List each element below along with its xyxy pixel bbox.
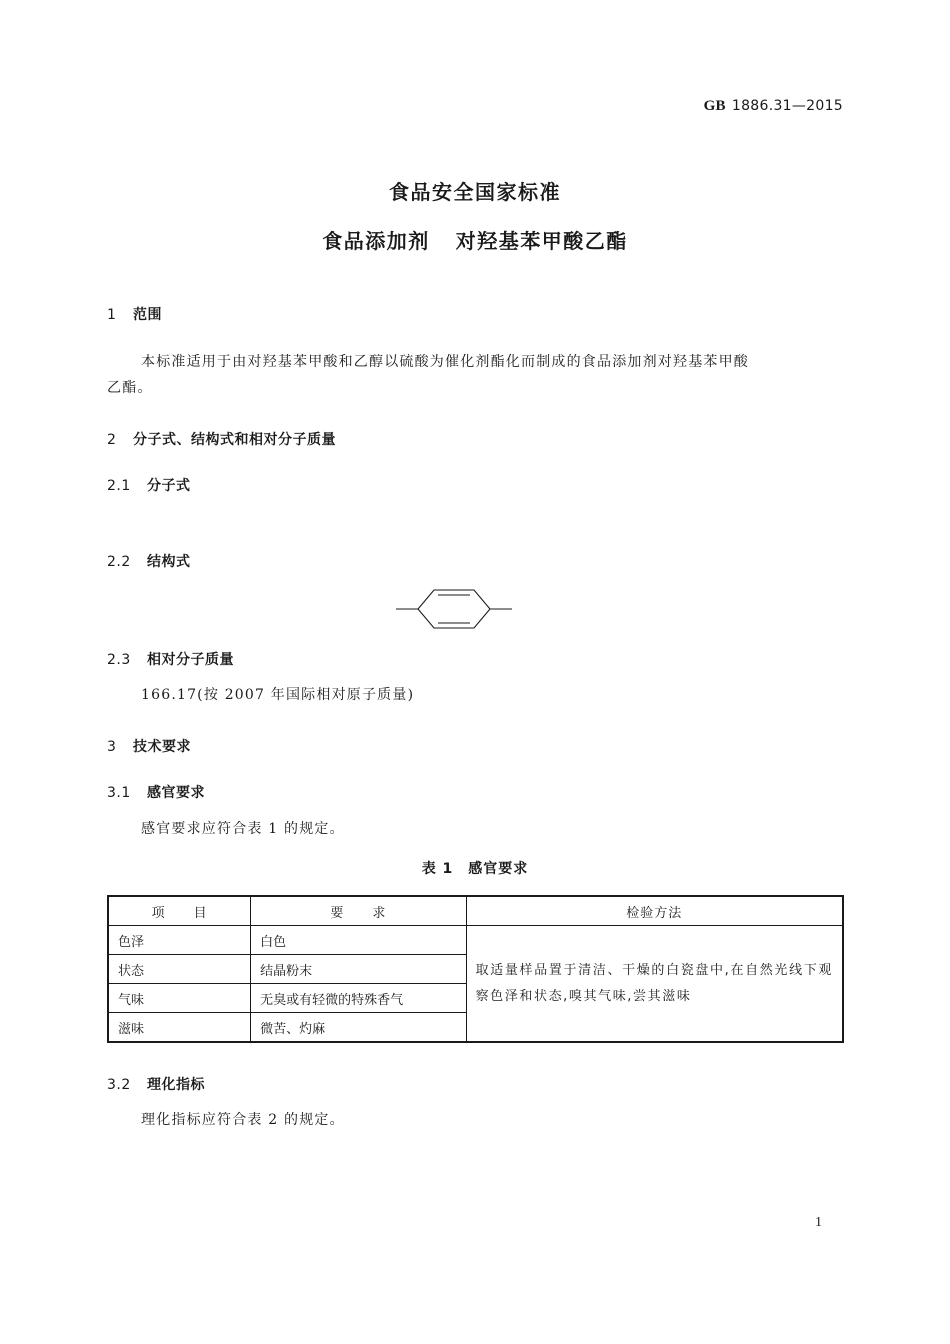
sensory-intro: 感官要求应符合表 1 的规定。 xyxy=(141,821,345,837)
section-title: 范围 xyxy=(133,307,162,323)
section-number: 2.1 xyxy=(107,478,131,494)
section-number: 2 xyxy=(107,432,117,448)
subtitle-part1: 食品添加剂 xyxy=(322,229,430,253)
section-number: 2.3 xyxy=(107,652,131,668)
document-title: 食品安全国家标准 xyxy=(389,180,561,204)
table-1-caption: 表 1 感官要求 xyxy=(421,861,529,877)
row-item: 滋味 xyxy=(108,1013,251,1043)
table-row xyxy=(108,926,843,955)
section-3-heading xyxy=(107,736,191,756)
section-2-heading xyxy=(107,429,336,449)
sensory-table xyxy=(107,895,844,1043)
scope-paragraph-line2: 乙酯。 xyxy=(107,380,153,396)
document-subtitle xyxy=(0,225,950,254)
molecular-formula xyxy=(141,512,153,528)
test-method: 取适量样品置于清洁、干燥的白瓷盘中,在自然光线下观察色泽和状态,嗅其气味,尝其滋味 xyxy=(466,926,843,1043)
standard-code xyxy=(704,98,843,115)
structural-formula xyxy=(366,586,596,632)
benzene-ring xyxy=(418,590,490,628)
section-title: 技术要求 xyxy=(133,739,191,755)
row-requirement: 无臭或有轻微的特殊香气 xyxy=(251,984,466,1013)
molecular-mass-value: 166.17(按 2007 年国际相对原子质量) xyxy=(141,687,415,703)
section-title: 感官要求 xyxy=(147,785,205,801)
physchem-intro: 理化指标应符合表 2 的规定。 xyxy=(141,1112,345,1128)
section-2-2-heading xyxy=(107,551,191,571)
page-number: 1 xyxy=(815,1215,822,1230)
section-title: 分子式、结构式和相对分子质量 xyxy=(133,432,336,448)
section-2-1-heading xyxy=(107,475,191,495)
section-2-3-heading xyxy=(107,649,234,669)
section-title: 结构式 xyxy=(147,554,191,570)
header-item: 项 目 xyxy=(108,896,251,926)
section-number: 3.1 xyxy=(107,785,131,801)
header-requirement: 要 求 xyxy=(251,896,466,926)
standard-number: 1886.31—2015 xyxy=(731,98,843,114)
row-requirement: 结晶粉末 xyxy=(251,955,466,984)
section-3-1-heading xyxy=(107,782,205,802)
row-requirement: 微苦、灼麻 xyxy=(251,1013,466,1043)
subtitle-part2: 对羟基苯甲酸乙酯 xyxy=(455,229,628,253)
section-3-2-heading xyxy=(107,1074,205,1094)
row-item: 气味 xyxy=(108,984,251,1013)
section-title: 相对分子质量 xyxy=(147,652,234,668)
header-method: 检验方法 xyxy=(466,896,843,926)
section-number: 3 xyxy=(107,739,117,755)
row-requirement: 白色 xyxy=(251,926,466,955)
row-item: 状态 xyxy=(108,955,251,984)
gb-label: GB xyxy=(703,98,726,114)
section-number: 1 xyxy=(107,307,117,323)
row-item: 色泽 xyxy=(108,926,251,955)
section-title: 理化指标 xyxy=(147,1077,205,1093)
section-number: 2.2 xyxy=(107,554,131,570)
scope-paragraph-line1: 本标准适用于由对羟基苯甲酸和乙醇以硫酸为催化剂酯化而制成的食品添加剂对羟基苯甲酸 xyxy=(141,354,749,370)
section-1-heading xyxy=(107,304,162,324)
section-title: 分子式 xyxy=(147,478,191,494)
section-number: 3.2 xyxy=(107,1077,131,1093)
table-header-row xyxy=(108,896,843,926)
